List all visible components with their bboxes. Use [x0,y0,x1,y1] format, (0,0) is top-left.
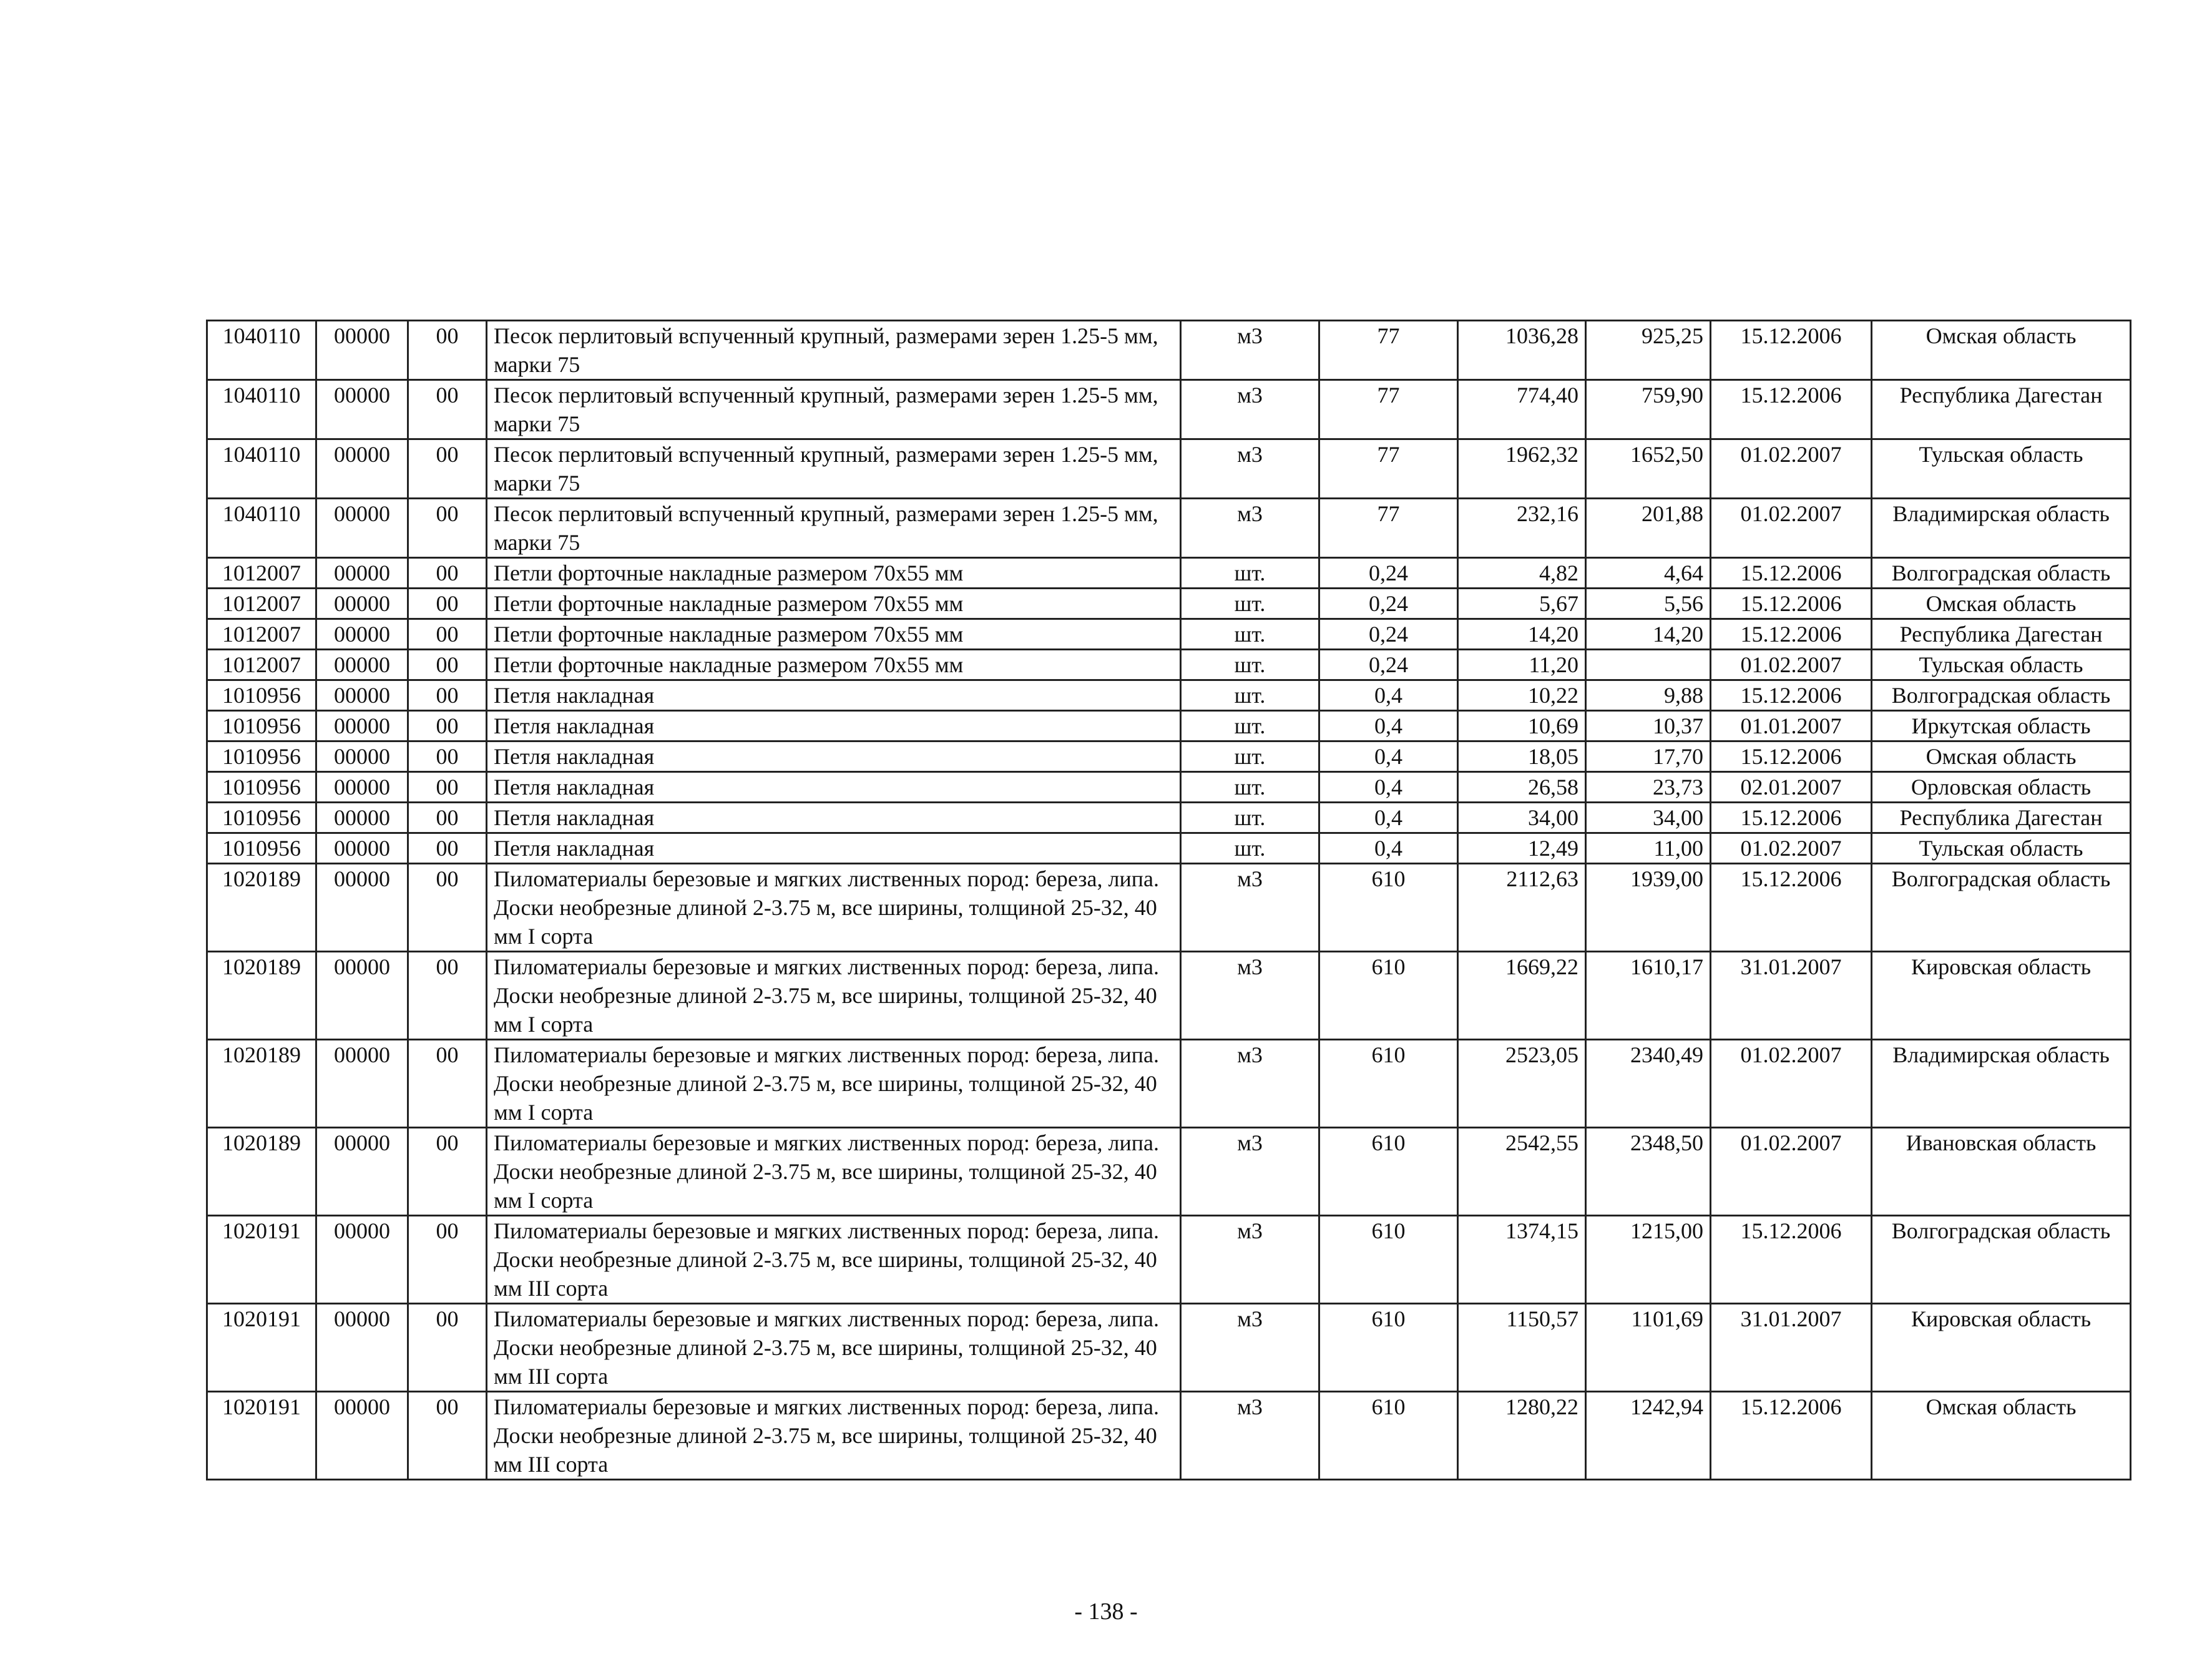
material-name-cell: Петли форточные накладные размером 70х55 мм [487,558,1181,589]
unit-cell: шт. [1181,680,1319,711]
norm-cell: 0,4 [1319,803,1458,833]
norm-cell: 610 [1319,1392,1458,1480]
unit-cell: шт. [1181,711,1319,741]
price-with-vat-cell: 12,49 [1458,833,1586,864]
region-cell: Владимирская область [1872,499,2131,558]
subcode-cell: 00000 [316,1216,408,1304]
unit-cell: м3 [1181,864,1319,952]
table-row [207,1392,2131,1480]
material-code-cell: 1020189 [207,1128,316,1216]
unit-cell: м3 [1181,380,1319,439]
subcode-cell: 00000 [316,558,408,589]
subcode-cell: 00000 [316,439,408,499]
material-code-cell: 1012007 [207,558,316,589]
price-cell: 201,88 [1586,499,1711,558]
unit-cell: м3 [1181,321,1319,380]
unit-cell: шт. [1181,589,1319,619]
subcode-cell: 00000 [316,589,408,619]
region-cell: Омская область [1872,741,2131,772]
price-with-vat-cell: 1374,15 [1458,1216,1586,1304]
subcode-cell: 00000 [316,1392,408,1480]
subcode-cell: 00000 [316,1128,408,1216]
norm-cell: 77 [1319,439,1458,499]
date-cell: 01.02.2007 [1711,833,1872,864]
region-cell: Орловская область [1872,772,2131,803]
price-with-vat-cell: 34,00 [1458,803,1586,833]
table-row [207,952,2131,1040]
subcode-cell: 00000 [316,619,408,650]
region-cell: Ивановская область [1872,1128,2131,1216]
region-cell: Омская область [1872,1392,2131,1480]
material-name-cell: Петля накладная [487,680,1181,711]
date-cell: 31.01.2007 [1711,1304,1872,1392]
price-with-vat-cell: 1150,57 [1458,1304,1586,1392]
group-code-cell: 00 [408,380,487,439]
table-row [207,1304,2131,1392]
price-with-vat-cell: 10,69 [1458,711,1586,741]
table-row [207,772,2131,803]
price-with-vat-cell: 2523,05 [1458,1040,1586,1128]
date-cell: 15.12.2006 [1711,680,1872,711]
price-with-vat-cell: 11,20 [1458,650,1586,680]
group-code-cell: 00 [408,1128,487,1216]
region-cell: Омская область [1872,321,2131,380]
date-cell: 01.02.2007 [1711,1128,1872,1216]
date-cell: 01.02.2007 [1711,650,1872,680]
table-row [207,321,2131,380]
price-with-vat-cell: 4,82 [1458,558,1586,589]
material-code-cell: 1020189 [207,1040,316,1128]
group-code-cell: 00 [408,952,487,1040]
unit-cell: шт. [1181,803,1319,833]
group-code-cell: 00 [408,1216,487,1304]
group-code-cell: 00 [408,772,487,803]
price-with-vat-cell: 1036,28 [1458,321,1586,380]
group-code-cell: 00 [408,499,487,558]
price-cell: 23,73 [1586,772,1711,803]
region-cell: Омская область [1872,589,2131,619]
norm-cell: 0,4 [1319,680,1458,711]
unit-cell: шт. [1181,558,1319,589]
norm-cell: 0,4 [1319,741,1458,772]
region-cell: Волгоградская область [1872,864,2131,952]
region-cell: Тульская область [1872,833,2131,864]
material-code-cell: 1020189 [207,864,316,952]
material-code-cell: 1040110 [207,499,316,558]
date-cell: 01.02.2007 [1711,439,1872,499]
material-name-cell: Петли форточные накладные размером 70х55 мм [487,619,1181,650]
table-row [207,741,2131,772]
price-cell [1586,650,1711,680]
unit-cell: шт. [1181,741,1319,772]
date-cell: 15.12.2006 [1711,741,1872,772]
region-cell: Волгоградская область [1872,558,2131,589]
date-cell: 15.12.2006 [1711,1216,1872,1304]
price-cell: 2340,49 [1586,1040,1711,1128]
table-body [207,321,2131,1480]
subcode-cell: 00000 [316,1304,408,1392]
material-code-cell: 1010956 [207,772,316,803]
subcode-cell: 00000 [316,711,408,741]
date-cell: 15.12.2006 [1711,619,1872,650]
price-with-vat-cell: 26,58 [1458,772,1586,803]
material-name-cell: Пиломатериалы березовые и мягких лиственных пород: береза, липа. Доски необрезные длиной 2-3.75 м, все ширины, толщиной 25-32, 40 мм III сорта [487,1304,1181,1392]
region-cell: Волгоградская область [1872,680,2131,711]
material-code-cell: 1010956 [207,680,316,711]
region-cell: Владимирская область [1872,1040,2131,1128]
material-name-cell: Пиломатериалы березовые и мягких лиственных пород: береза, липа. Доски необрезные длиной 2-3.75 м, все ширины, толщиной 25-32, 40 мм I сорта [487,864,1181,952]
price-cell: 17,70 [1586,741,1711,772]
material-name-cell: Пиломатериалы березовые и мягких лиственных пород: береза, липа. Доски необрезные длиной 2-3.75 м, все ширины, толщиной 25-32, 40 мм I сорта [487,1128,1181,1216]
group-code-cell: 00 [408,589,487,619]
norm-cell: 77 [1319,321,1458,380]
material-code-cell: 1010956 [207,833,316,864]
price-cell: 2348,50 [1586,1128,1711,1216]
region-cell: Республика Дагестан [1872,803,2131,833]
unit-cell: м3 [1181,499,1319,558]
region-cell: Иркутская область [1872,711,2131,741]
subcode-cell: 00000 [316,772,408,803]
date-cell: 01.02.2007 [1711,499,1872,558]
price-with-vat-cell: 232,16 [1458,499,1586,558]
subcode-cell: 00000 [316,380,408,439]
material-code-cell: 1012007 [207,589,316,619]
price-with-vat-cell: 1669,22 [1458,952,1586,1040]
unit-cell: шт. [1181,619,1319,650]
unit-cell: м3 [1181,1128,1319,1216]
price-with-vat-cell: 18,05 [1458,741,1586,772]
group-code-cell: 00 [408,439,487,499]
subcode-cell: 00000 [316,833,408,864]
group-code-cell: 00 [408,1040,487,1128]
material-name-cell: Пиломатериалы березовые и мягких лиственных пород: береза, липа. Доски необрезные длиной 2-3.75 м, все ширины, толщиной 25-32, 40 мм I сорта [487,952,1181,1040]
material-code-cell: 1012007 [207,619,316,650]
price-cell: 759,90 [1586,380,1711,439]
subcode-cell: 00000 [316,803,408,833]
table-row [207,680,2131,711]
unit-cell: шт. [1181,650,1319,680]
table-row [207,1128,2131,1216]
price-cell: 10,37 [1586,711,1711,741]
group-code-cell: 00 [408,1304,487,1392]
norm-cell: 610 [1319,952,1458,1040]
price-cell: 14,20 [1586,619,1711,650]
price-cell: 1610,17 [1586,952,1711,1040]
material-code-cell: 1040110 [207,380,316,439]
material-code-cell: 1020191 [207,1392,316,1480]
norm-cell: 610 [1319,1040,1458,1128]
region-cell: Тульская область [1872,650,2131,680]
material-code-cell: 1010956 [207,741,316,772]
region-cell: Кировская область [1872,1304,2131,1392]
material-code-cell: 1020191 [207,1216,316,1304]
material-name-cell: Петли форточные накладные размером 70х55 мм [487,589,1181,619]
group-code-cell: 00 [408,619,487,650]
price-with-vat-cell: 2542,55 [1458,1128,1586,1216]
table-row [207,1216,2131,1304]
material-name-cell: Песок перлитовый вспученный крупный, размерами зерен 1.25-5 мм, марки 75 [487,439,1181,499]
subcode-cell: 00000 [316,864,408,952]
page-number: - 138 - [1074,1598,1138,1625]
norm-cell: 0,24 [1319,650,1458,680]
subcode-cell: 00000 [316,650,408,680]
group-code-cell: 00 [408,321,487,380]
material-name-cell: Пиломатериалы березовые и мягких лиственных пород: береза, липа. Доски необрезные длиной 2-3.75 м, все ширины, толщиной 25-32, 40 мм III сорта [487,1392,1181,1480]
material-name-cell: Песок перлитовый вспученный крупный, размерами зерен 1.25-5 мм, марки 75 [487,499,1181,558]
table-row [207,864,2131,952]
material-code-cell: 1020189 [207,952,316,1040]
subcode-cell: 00000 [316,499,408,558]
table-row [207,833,2131,864]
norm-cell: 610 [1319,1216,1458,1304]
table-row [207,439,2131,499]
material-name-cell: Петля накладная [487,711,1181,741]
material-code-cell: 1020191 [207,1304,316,1392]
price-cell: 34,00 [1586,803,1711,833]
norm-cell: 0,24 [1319,558,1458,589]
region-cell: Кировская область [1872,952,2131,1040]
unit-cell: м3 [1181,952,1319,1040]
unit-cell: м3 [1181,1392,1319,1480]
price-cell: 925,25 [1586,321,1711,380]
material-code-cell: 1040110 [207,439,316,499]
material-code-cell: 1040110 [207,321,316,380]
price-cell: 9,88 [1586,680,1711,711]
material-name-cell: Песок перлитовый вспученный крупный, размерами зерен 1.25-5 мм, марки 75 [487,321,1181,380]
material-name-cell: Пиломатериалы березовые и мягких лиственных пород: береза, липа. Доски необрезные длиной 2-3.75 м, все ширины, толщиной 25-32, 40 мм I сорта [487,1040,1181,1128]
norm-cell: 0,4 [1319,772,1458,803]
date-cell: 15.12.2006 [1711,321,1872,380]
date-cell: 01.01.2007 [1711,711,1872,741]
unit-cell: шт. [1181,833,1319,864]
price-with-vat-cell: 14,20 [1458,619,1586,650]
table-row [207,650,2131,680]
price-cell: 11,00 [1586,833,1711,864]
material-name-cell: Петля накладная [487,741,1181,772]
date-cell: 31.01.2007 [1711,952,1872,1040]
price-cell: 1101,69 [1586,1304,1711,1392]
unit-cell: м3 [1181,1040,1319,1128]
norm-cell: 610 [1319,1304,1458,1392]
price-cell: 1652,50 [1586,439,1711,499]
date-cell: 02.01.2007 [1711,772,1872,803]
price-with-vat-cell: 1962,32 [1458,439,1586,499]
material-name-cell: Петля накладная [487,833,1181,864]
date-cell: 15.12.2006 [1711,558,1872,589]
date-cell: 15.12.2006 [1711,1392,1872,1480]
material-name-cell: Петля накладная [487,803,1181,833]
price-cell: 1242,94 [1586,1392,1711,1480]
table-row [207,1040,2131,1128]
date-cell: 15.12.2006 [1711,864,1872,952]
subcode-cell: 00000 [316,321,408,380]
price-with-vat-cell: 774,40 [1458,380,1586,439]
material-code-cell: 1010956 [207,711,316,741]
group-code-cell: 00 [408,558,487,589]
region-cell: Тульская область [1872,439,2131,499]
date-cell: 01.02.2007 [1711,1040,1872,1128]
norm-cell: 610 [1319,864,1458,952]
table-row [207,499,2131,558]
region-cell: Республика Дагестан [1872,380,2131,439]
group-code-cell: 00 [408,833,487,864]
price-with-vat-cell: 10,22 [1458,680,1586,711]
price-cell: 1939,00 [1586,864,1711,952]
subcode-cell: 00000 [316,680,408,711]
date-cell: 15.12.2006 [1711,380,1872,439]
table-row [207,803,2131,833]
norm-cell: 77 [1319,499,1458,558]
group-code-cell: 00 [408,741,487,772]
price-with-vat-cell: 5,67 [1458,589,1586,619]
date-cell: 15.12.2006 [1711,803,1872,833]
material-name-cell: Петля накладная [487,772,1181,803]
region-cell: Волгоградская область [1872,1216,2131,1304]
table-row [207,380,2131,439]
unit-cell: шт. [1181,772,1319,803]
table-row [207,589,2131,619]
table-row [207,558,2131,589]
table-row [207,711,2131,741]
unit-cell: м3 [1181,439,1319,499]
norm-cell: 0,24 [1319,589,1458,619]
unit-cell: м3 [1181,1304,1319,1392]
norm-cell: 0,4 [1319,833,1458,864]
group-code-cell: 00 [408,1392,487,1480]
price-table [206,320,2131,1480]
material-name-cell: Песок перлитовый вспученный крупный, размерами зерен 1.25-5 мм, марки 75 [487,380,1181,439]
price-cell: 1215,00 [1586,1216,1711,1304]
group-code-cell: 00 [408,680,487,711]
material-code-cell: 1012007 [207,650,316,680]
norm-cell: 0,4 [1319,711,1458,741]
subcode-cell: 00000 [316,952,408,1040]
unit-cell: м3 [1181,1216,1319,1304]
material-code-cell: 1010956 [207,803,316,833]
table-row [207,619,2131,650]
norm-cell: 0,24 [1319,619,1458,650]
date-cell: 15.12.2006 [1711,589,1872,619]
price-with-vat-cell: 2112,63 [1458,864,1586,952]
price-cell: 5,56 [1586,589,1711,619]
price-with-vat-cell: 1280,22 [1458,1392,1586,1480]
region-cell: Республика Дагестан [1872,619,2131,650]
group-code-cell: 00 [408,864,487,952]
group-code-cell: 00 [408,650,487,680]
subcode-cell: 00000 [316,1040,408,1128]
price-cell: 4,64 [1586,558,1711,589]
norm-cell: 610 [1319,1128,1458,1216]
group-code-cell: 00 [408,803,487,833]
norm-cell: 77 [1319,380,1458,439]
subcode-cell: 00000 [316,741,408,772]
group-code-cell: 00 [408,711,487,741]
material-name-cell: Пиломатериалы березовые и мягких лиственных пород: береза, липа. Доски необрезные длиной 2-3.75 м, все ширины, толщиной 25-32, 40 мм III сорта [487,1216,1181,1304]
material-name-cell: Петли форточные накладные размером 70х55 мм [487,650,1181,680]
